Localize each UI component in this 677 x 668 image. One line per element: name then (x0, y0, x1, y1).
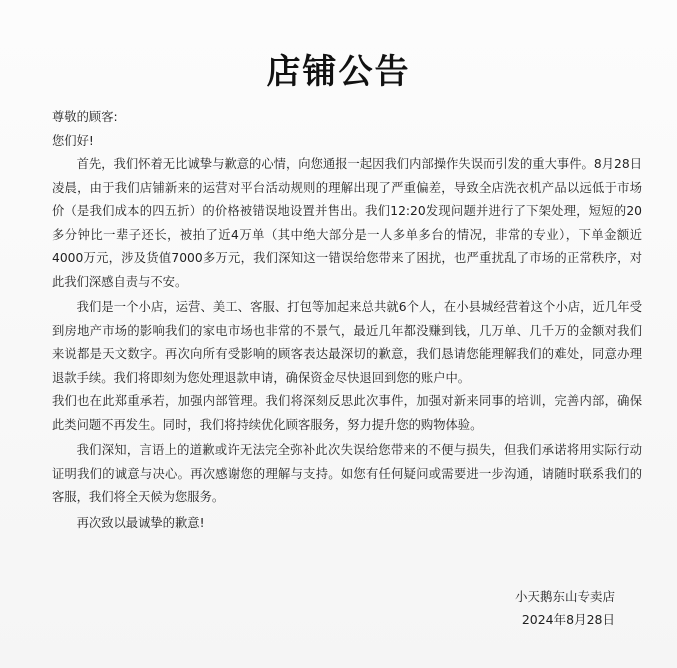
signature-block (515, 585, 615, 631)
closing-line: 再次致以最诚挚的歉意! (76, 515, 205, 530)
paragraph-apology: 我们深知，言语上的道歉或许无法完全弥补此次失误给您带来的不便与损失，但我们承诺将用实际行动证明我们的诚意与决心。再次感谢您的理解与支持。如您有任何疑问或需要进一步沟通，请随时联系我们的客服，我们将全天候为您服务。 (52, 443, 642, 504)
paragraph-commitment: 我们也在此郑重承若，加强内部管理。我们将深刻反思此次事件，加强对新来同事的培训，完善内部，确保此类问题不再发生。同时，我们将持续优化顾客服务，努力提升您的购物体验。 (52, 394, 642, 432)
salutation: 尊敬的顾客: (52, 110, 118, 124)
notice-body (52, 106, 642, 535)
greeting: 您们好! (52, 133, 94, 148)
store-name: 小天鹅东山专卖店 (514, 589, 615, 604)
paragraph-incident: 首先，我们怀着无比诚挚与歉意的心情，向您通报一起因我们内部操作失误而引发的重大事件。8月28日凌晨，由于我们店铺新来的运营对平台活动规则的理解出现了严重偏差，导致全店洗衣机产品以远低于市场价（是我们成本的四五折）的价格被错误地设置并售出。我们12:20发现问题并进行了下架处理，短短的20多分钟比一辈子还长，被拍了近4万单（其中绝大部分是一人多单多台的情况，非常的专业），下单金额近4000万元，涉及货值7000多万元，我们深知这一错误给您带来了困扰，也严重扰乱了市场的正常秩序，对此我们深感自责与不安。 (52, 157, 642, 289)
paragraph-small-store: 我们是一个小店，运营、美工、客服、打包等加起来总共就6个人，在小县城经营着这个小店，近几年受到房地产市场的影响我们的家电市场也非常的不景气，最近几年都没赚到钱，几万单、几千万的金额对我们来说都是天文数字。再次向所有受影响的顾客表达最深切的歉意，我们恳请您能理解我们的难处，同意办理退款手续。我们将即刻为您处理退款申请，确保资金尽快退回到您的账户中。 (52, 300, 642, 385)
notice-date: 2024年8月28日 (521, 612, 615, 627)
notice-title: 店铺公告 (266, 52, 411, 92)
